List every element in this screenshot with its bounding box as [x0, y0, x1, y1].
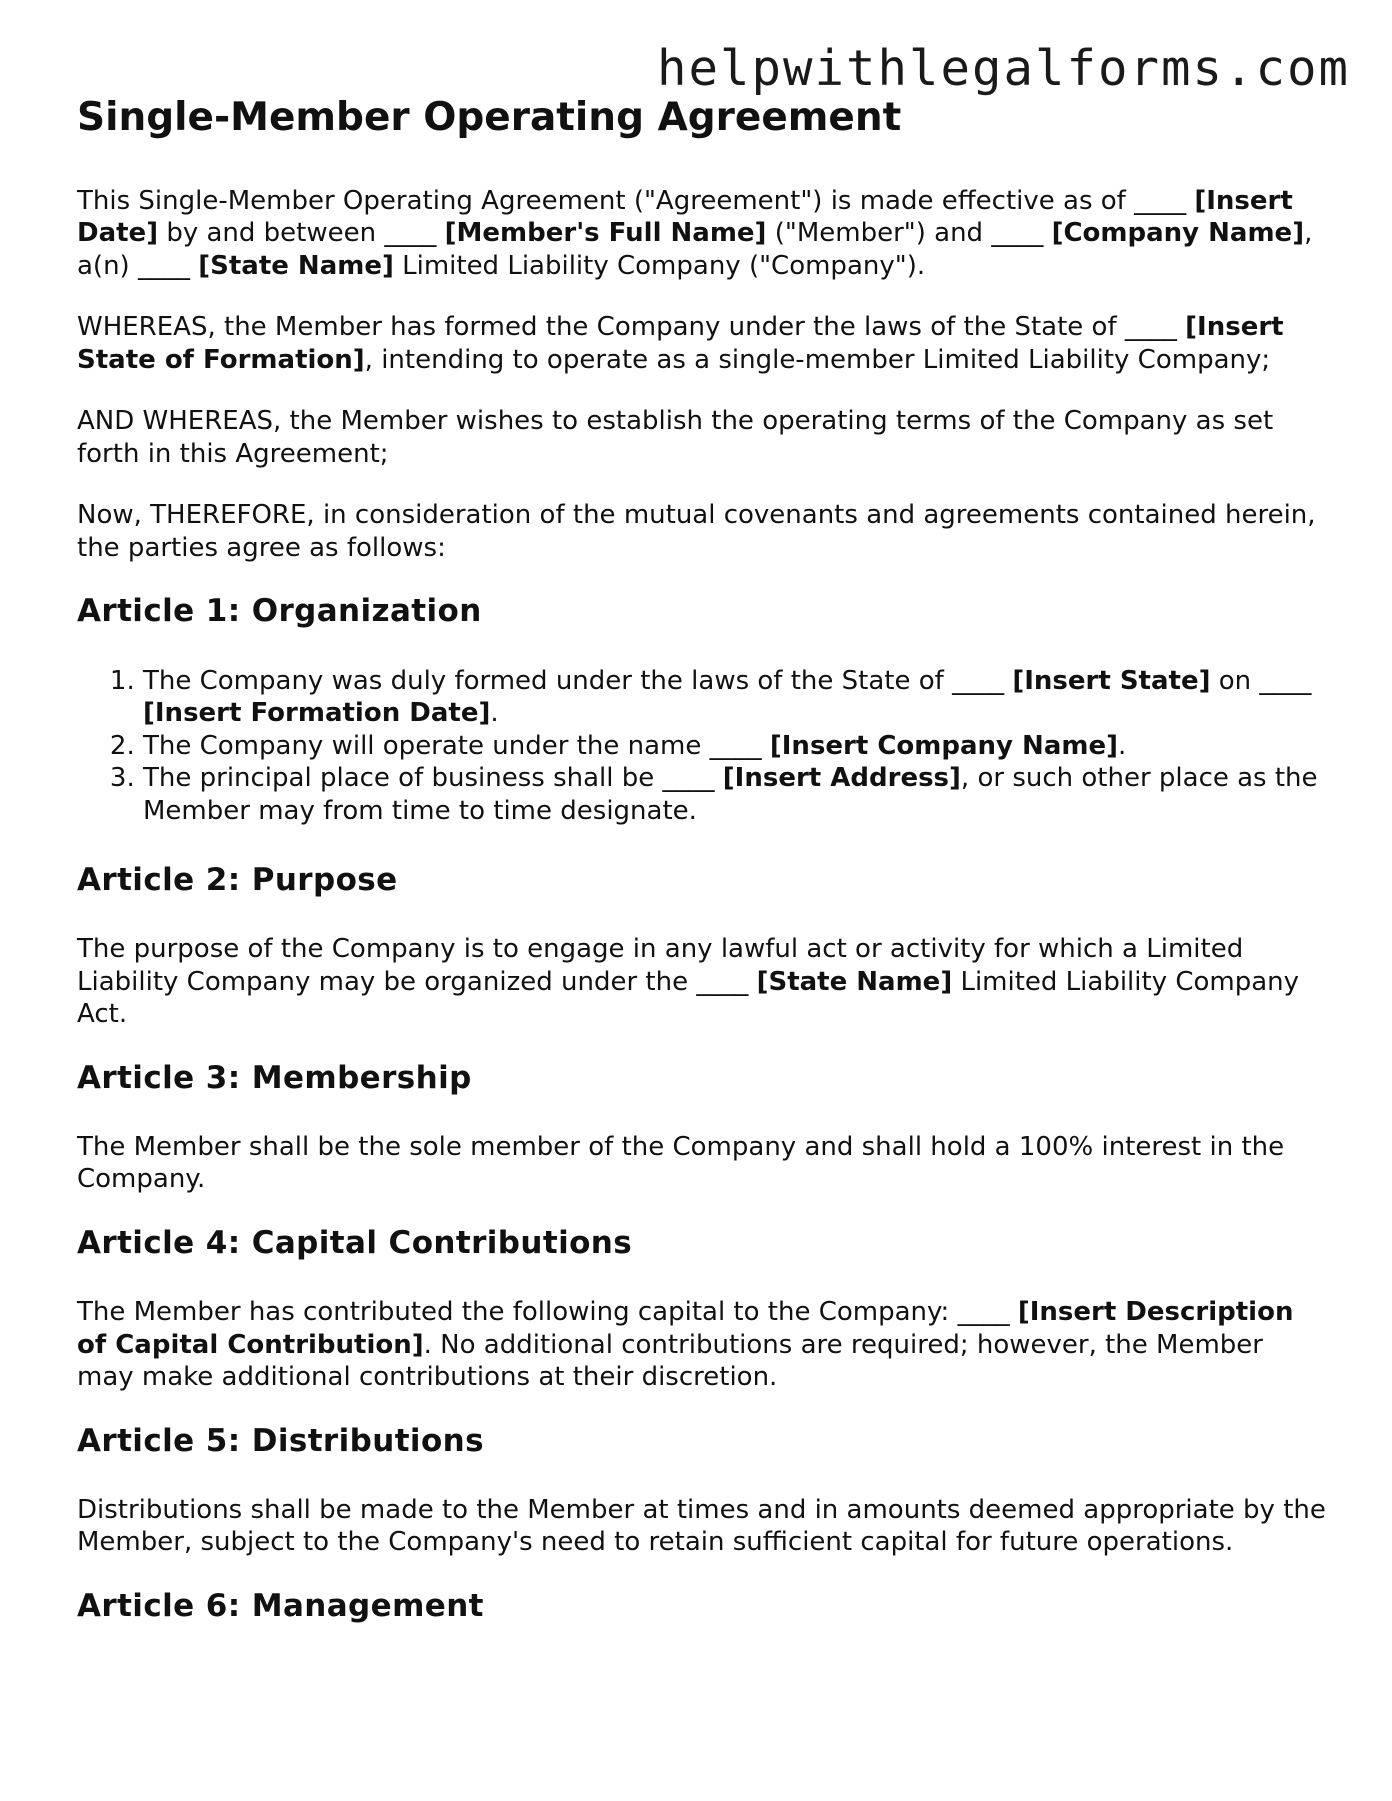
item-text: . — [1117, 730, 1127, 761]
article-6-heading: Article 6: Management — [77, 1587, 484, 1624]
article-1-list — [77, 665, 1327, 828]
placeholder-insert-state: [Insert State] — [1012, 665, 1211, 696]
item-text: on — [1210, 665, 1260, 696]
placeholder-state-name: [State Name] — [198, 250, 394, 281]
item-text: The Company will operate under the name — [143, 730, 710, 761]
placeholder-state-of-formation: [Insert State of Formation] — [77, 312, 1284, 375]
document-title: Single-Member Operating Agreement — [77, 95, 902, 140]
document-page — [77, 96, 1327, 1659]
article-2-paragraph — [77, 933, 1327, 1031]
placeholder-capital-contribution: [Insert Description of Capital Contribution] — [77, 1297, 1294, 1360]
placeholder-company-name: [Company Name] — [1051, 218, 1305, 249]
intro-text: ("Member") and — [766, 218, 992, 249]
placeholder-state-name: [State Name] — [756, 966, 953, 997]
blank-line: ____ — [952, 665, 1005, 696]
blank-line: ____ — [662, 763, 715, 794]
blank-line: ____ — [137, 250, 190, 281]
watermark: helpwithlegalforms.com — [656, 40, 1350, 97]
placeholder-member-name: [Member's Full Name] — [444, 218, 767, 249]
blank-line: ____ — [1134, 185, 1187, 216]
whereas-text: , intending to operate as a single-member Limited Liability Company; — [364, 344, 1271, 375]
therefore-paragraph: Now, THEREFORE, in consideration of the mutual covenants and agreements contained herein, the parties agree as follows: — [77, 500, 1316, 563]
placeholder-formation-date: [Insert Formation Date] — [143, 698, 491, 729]
blank-line: ____ — [696, 966, 749, 997]
placeholder-company-name: [Insert Company Name] — [769, 730, 1118, 761]
article-3-heading: Article 3: Membership — [77, 1059, 472, 1096]
item-text: The principal place of business shall be — [143, 763, 663, 794]
list-item — [143, 762, 1327, 827]
article-4-paragraph — [77, 1296, 1327, 1394]
article-3-paragraph: The Member shall be the sole member of the Company and shall hold a 100% interest in the Company. — [77, 1131, 1285, 1195]
list-item — [143, 665, 1327, 730]
article-text: The Member has contributed the following capital to the Company: — [77, 1297, 958, 1328]
blank-line: ____ — [1259, 665, 1312, 696]
blank-line: ____ — [1124, 312, 1177, 343]
article-4-heading: Article 4: Capital Contributions — [77, 1224, 633, 1261]
intro-text: by and between — [158, 218, 385, 249]
blank-line: ____ — [384, 218, 437, 249]
list-item — [143, 730, 1327, 763]
article-2-heading: Article 2: Purpose — [77, 862, 398, 899]
whereas-paragraph-1 — [77, 311, 1327, 376]
intro-text: Limited Liability Company ("Company"). — [393, 250, 926, 281]
intro-paragraph — [77, 185, 1327, 283]
placeholder-address: [Insert Address] — [722, 763, 961, 794]
blank-line: ____ — [991, 218, 1044, 249]
article-5-paragraph: Distributions shall be made to the Member at times and in amounts deemed appropriate by the Member, subject to the Company's need to retain sufficient capital for future operations. — [77, 1494, 1326, 1558]
intro-text: This Single-Member Operating Agreement ("Agreement") is made effective as of — [77, 185, 1135, 216]
placeholder-insert-date: [Insert Date] — [77, 185, 1293, 249]
blank-line: ____ — [957, 1297, 1010, 1328]
article-1-heading: Article 1: Organization — [77, 593, 482, 630]
item-text: The Company was duly formed under the laws of the State of — [143, 665, 953, 696]
article-text: The purpose of the Company is to engage in any lawful act or activity for which a Limited Liability Company may be organized under the — [77, 934, 1244, 997]
article-text: . No additional contributions are required; however, the Member may make additional contributions at their discretion. — [77, 1329, 1263, 1393]
whereas-paragraph-2: AND WHEREAS, the Member wishes to establish the operating terms of the Company as set forth in this Agreement; — [77, 406, 1274, 469]
intro-text: , a(n) — [77, 218, 1313, 281]
blank-line: ____ — [709, 730, 762, 761]
item-text: . — [490, 698, 499, 729]
article-5-heading: Article 5: Distributions — [77, 1422, 484, 1459]
whereas-text: WHEREAS, the Member has formed the Company under the laws of the State of — [77, 312, 1125, 343]
article-text: Limited Liability Company Act. — [77, 966, 1300, 1030]
item-text: , or such other place as the Member may from time to time designate. — [143, 763, 1318, 826]
